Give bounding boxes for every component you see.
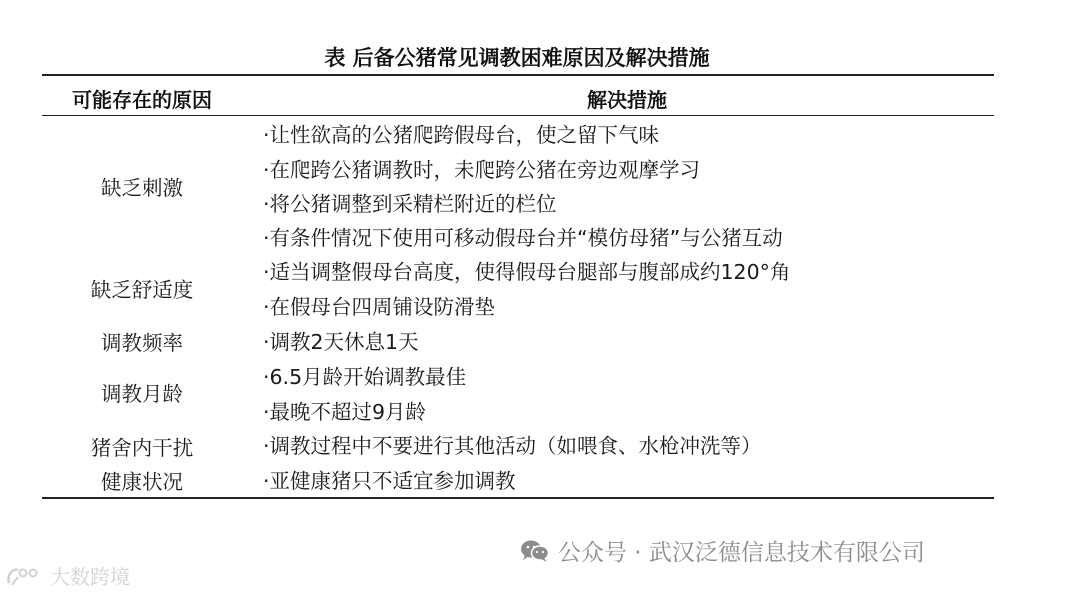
wechat-icon [520,539,550,569]
header-measures: 解决措施 [587,88,667,112]
bottom-rule [42,497,994,499]
measure-item: ·最晚不超过9月龄 [263,400,427,424]
header-rule [42,115,994,116]
wechat-account-footer [520,534,925,569]
measure-item: ·调教过程中不要进行其他活动（如喂食、水枪冲洗等） [263,434,762,458]
measure-item: ·在假母台四周铺设防滑垫 [263,295,496,319]
measure-item: ·6.5月龄开始调教最佳 [263,365,467,389]
cause-cell: 缺乏刺激 [101,176,183,200]
cause-cell: 猪舍内干扰 [90,436,194,460]
measure-item: ·将公猪调整到采精栏附近的栏位 [263,192,557,216]
watermark-text: 大数跨境 [50,565,130,589]
measure-item: ·适当调整假母台高度，使得假母台腿部与腹部成约120°角 [263,260,791,284]
measure-item: ·亚健康猪只不适宜参加调教 [263,469,516,493]
watermark-logo-icon [6,565,46,592]
measure-item: ·在爬跨公猪调教时，未爬跨公猪在旁边观摩学习 [263,158,701,182]
cause-cell: 缺乏舒适度 [90,278,194,302]
measure-item: ·调教2天休息1天 [263,330,419,354]
table-title: 表 后备公猪常见调教困难原因及解决措施 [324,46,710,70]
header-cause: 可能存在的原因 [72,88,212,112]
measure-item: ·让性欲高的公猪爬跨假母台，使之留下气味 [263,123,660,147]
cause-cell: 调教频率 [101,331,183,355]
cause-cell: 健康状况 [101,470,183,494]
watermark [6,561,130,592]
top-rule [42,74,994,76]
footer-text: 公众号 · 武汉泛德信息技术有限公司 [558,540,925,566]
cause-cell: 调教月龄 [101,382,183,406]
measure-item: ·有条件情况下使用可移动假母台并“模仿母猪”与公猪互动 [263,226,783,250]
